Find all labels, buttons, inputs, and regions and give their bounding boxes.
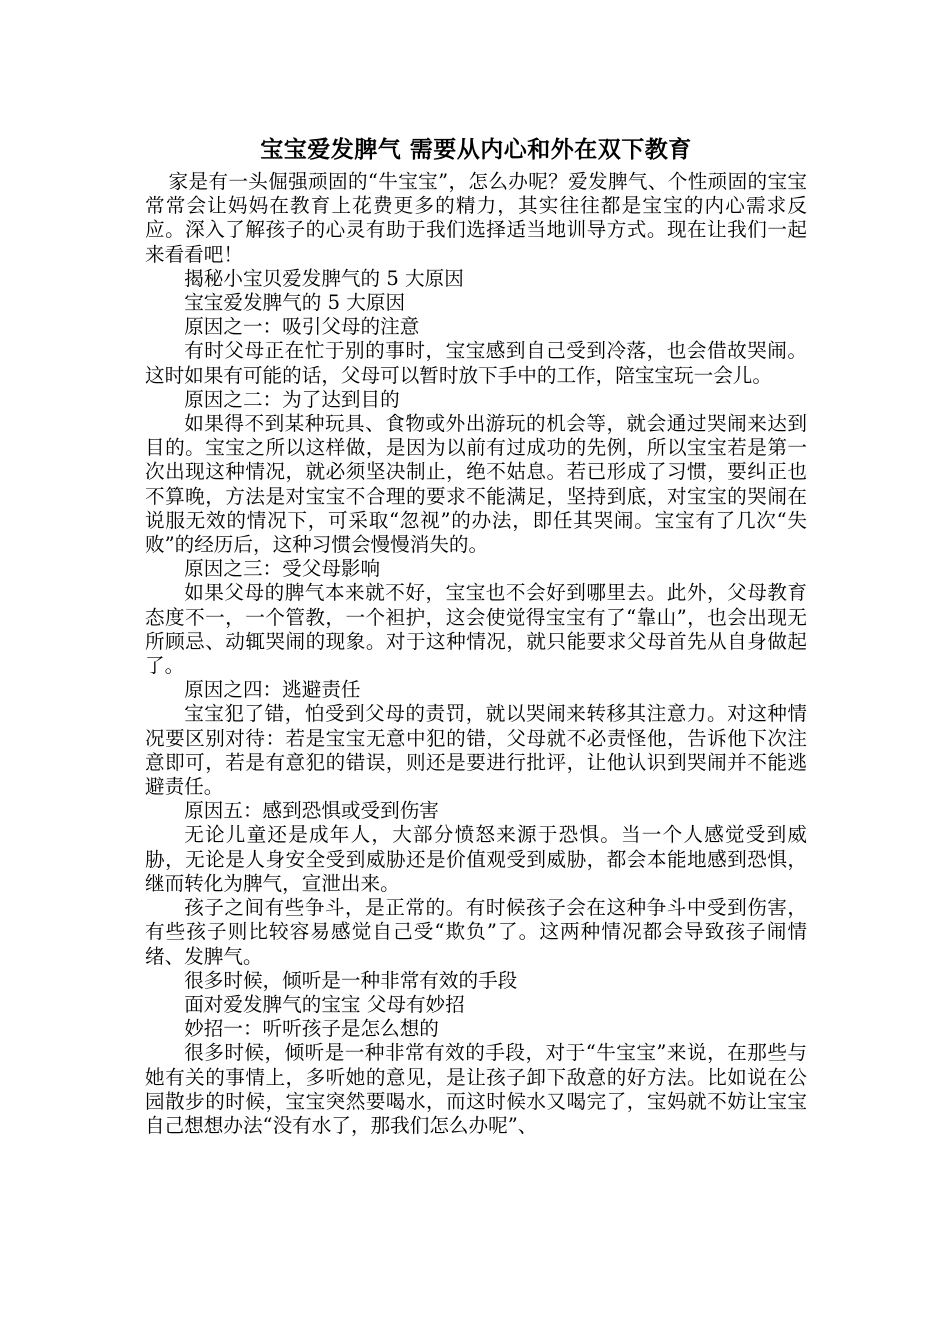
reason-heading: 原因五：感到恐惧或受到伤害 [184,799,439,823]
section-heading: 揭秘小宝贝爱发脾气的 5 大原因 [184,266,464,290]
body-paragraph: 无论儿童还是成年人，大部分愤怒来源于恐惧。当一个人感觉受到威胁，无论是人身安全受到威胁还是价值观受到威胁，都会本能地感到恐惧，继而转化为脾气，宣泄出来。 [145,823,807,895]
body-paragraph: 如果得不到某种玩具、食物或外出游玩的机会等，就会通过哭闹来达到目的。宝宝之所以这样做，是因为以前有过成功的先例，所以宝宝若是第一次出现这种情况，就必须坚决制止，绝不姑息。若已形成了习惯，要纠正也不算晚，方法是对宝宝不合理的要求不能满足，坚持到底，对宝宝的哭闹在说服无效的情况下，可采取“忽视”的办法，即任其哭闹。宝宝有了几次“失败”的经历后，这种习惯会慢慢消失的。 [145,412,807,557]
tip-heading: 妙招一：听听孩子是怎么想的 [184,1017,439,1041]
body-paragraph: 有时父母正在忙于别的事时，宝宝感到自己受到冷落，也会借故哭闹。这时如果有可能的话，父母可以暂时放下手中的工作，陪宝宝玩一会儿。 [145,339,807,387]
document-page [145,134,807,1138]
document-title: 宝宝爱发脾气 需要从内心和外在双下教育 [260,137,692,163]
intro-paragraph: 家是有一头倔强顽固的“牛宝宝”，怎么办呢？爱发脾气、个性顽固的宝宝常常会让妈妈在教育上花费更多的精力，其实往往都是宝宝的内心需求反应。深入了解孩子的心灵有助于我们选择适当地训导方式。现在让我们一起来看看吧！ [145,170,807,266]
body-paragraph: 如果父母的脾气本来就不好，宝宝也不会好到哪里去。此外，父母教育态度不一，一个管教，一个袒护，这会使觉得宝宝有了“靠山”，也会出现无所顾忌、动辄哭闹的现象。对于这种情况，就只能要求父母首先从自身做起了。 [145,581,807,678]
reason-heading: 原因之一：吸引父母的注意 [184,315,420,339]
section-heading: 宝宝爱发脾气的 5 大原因 [184,291,406,315]
body-paragraph: 孩子之间有些争斗，是正常的。有时候孩子会在这种争斗中受到伤害，有些孩子则比较容易感觉自己受“欺负”了。这两种情况都会导致孩子闹情绪、发脾气。 [145,896,807,968]
body-paragraph: 很多时候，倾听是一种非常有效的手段，对于“牛宝宝”来说，在那些与她有关的事情上，多听她的意见，是让孩子卸下敌意的好方法。比如说在公园散步的时候，宝宝突然要喝水，而这时候水又喝完了，宝妈就不妨让宝宝自己想想办法“没有水了，那我们怎么办呢”、 [145,1041,807,1137]
reason-heading: 原因之二：为了达到目的 [184,387,400,411]
reason-heading: 原因之四：逃避责任 [184,678,361,702]
section-heading: 很多时候，倾听是一种非常有效的手段 [184,968,518,992]
reason-heading: 原因之三：受父母影响 [184,557,381,581]
section-heading: 面对爱发脾气的宝宝 父母有妙招 [184,992,465,1016]
body-paragraph: 宝宝犯了错，怕受到父母的责罚，就以哭闹来转移其注意力。对这种情况要区别对待：若是宝宝无意中犯的错，父母就不必责怪他，告诉他下次注意即可，若是有意犯的错误，则还是要进行批评，让他认识到哭闹并不能逃避责任。 [145,702,807,799]
